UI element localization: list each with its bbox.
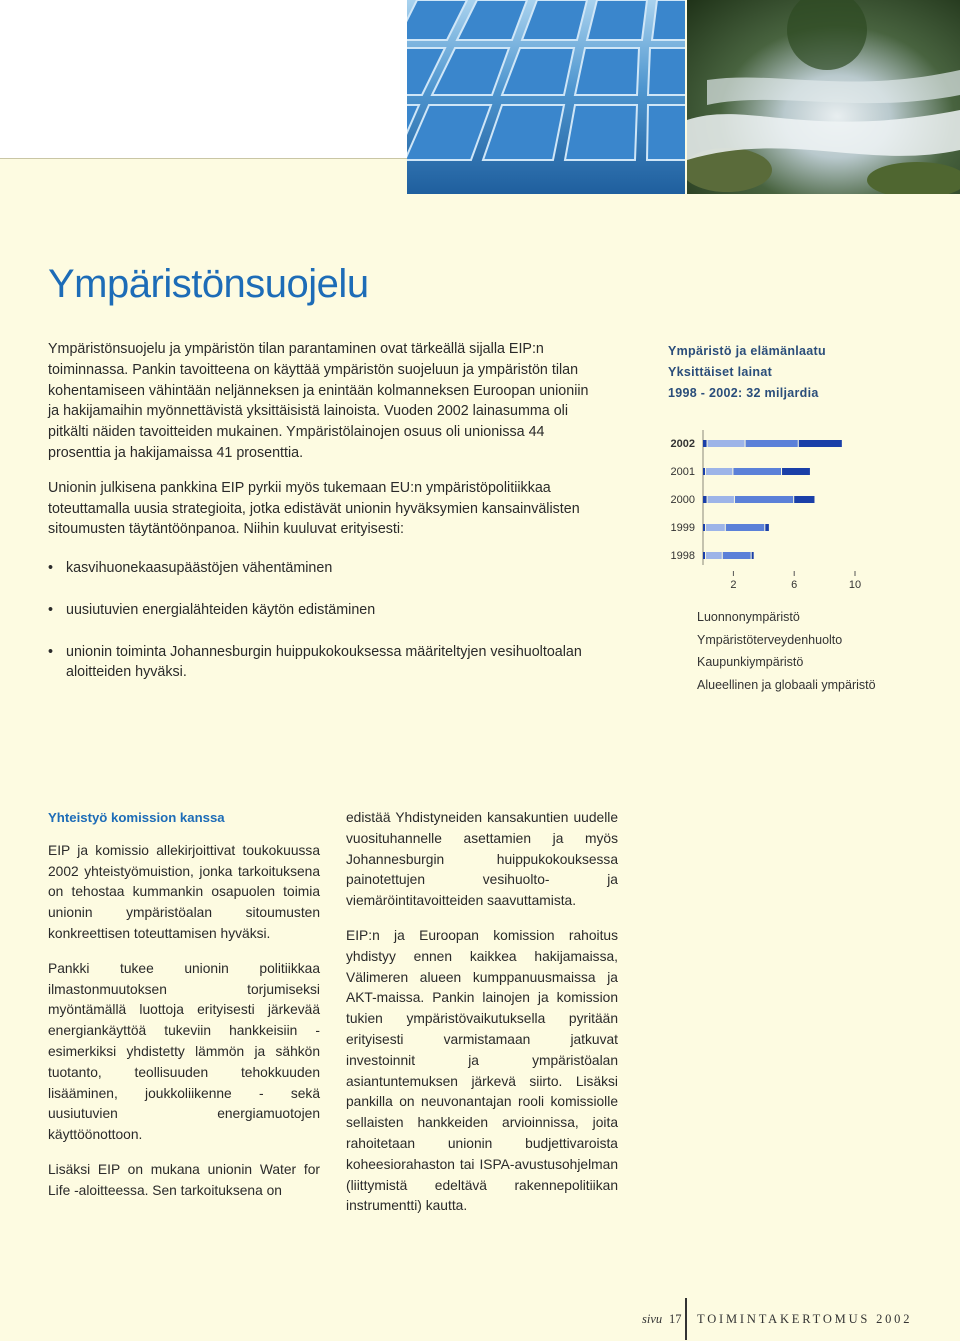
chart-bar-segment [726,524,765,531]
chart-bar-segment [703,440,707,447]
legend-item: Ympäristöterveydenhuolto [697,632,843,647]
intro-paragraph-2: Unionin julkisena pankkina EIP pyrkii myös tukemaan EU:n ympäristöpolitiikkaa toteuttamalla uusia strategioita, jotka edistävät unionin hyväksymien kansainvälisten sitoumusten täytäntöönpanoa. Niihin kuuluvat erityisesti: [48,479,580,538]
list-item: • kasvihuonekaasupäästöjen vähentäminen [48,558,608,579]
chart-legend [697,608,877,698]
chart-year-label: 1998 [670,550,695,562]
intro-text [48,339,593,554]
chart-heading-line-2: Yksittäiset lainat [668,365,773,379]
chart-bar-segment [703,552,705,559]
page-title: Ympäristönsuojelu [48,262,369,306]
chart-bar-segment [708,440,745,447]
chart-bar-segment [782,468,810,475]
chart-bar-segment [735,496,793,503]
list-item: • unionin toiminta Johannesburgin huippukokouksessa määriteltyjen vesihuoltoalan aloitteiden hyväksi. [48,642,608,684]
goals-list [48,558,608,704]
chart-year-label: 2000 [670,494,695,506]
chart-year-labels [671,438,695,562]
intro-paragraph-1: Ympäristönsuojelu ja ympäristön tilan parantaminen ovat tärkeällä sijalla EIP:n toiminnassa. Pankin tavoitteena on käyttää ympäristön suojeluun ja ympäristön tilan kohentamiseen vähintään neljänneksen ja enintään kolmanneksen Euroopan unioniin ja hakijamaihin myönnettävistä yksittäisistä lainoista. Vuoden 2002 lainasumma oli pitkälti näiden tavoitteiden mukainen. Ympäristölainojen osuus oli unionissa 44 prosenttia ja hakijamaissa 41 prosenttia. [48,341,589,461]
chart-bar-segment [706,552,722,559]
chart-bar-segment [708,496,734,503]
chart-heading [668,341,908,404]
chart-bar-segment [723,552,751,559]
right-column [346,808,618,1231]
chart-bars [703,440,842,559]
chart-year-label: 1999 [670,522,695,534]
chart-bar-segment [733,468,781,475]
chart-bar-segment [706,524,725,531]
report-title: TOIMINTAKERTOMUS 2002 [697,1312,913,1326]
section-heading: Yhteistyö komission kanssa [48,810,225,825]
chart-year-label: 2001 [670,466,695,478]
chart-bar-segment [703,524,705,531]
left-paragraph-2: Pankki tukee unionin politiikkaa ilmastonmuutoksen torjumiseksi myöntämällä luottoja erityisesti järkevää energiankäyttöä tukeviin hankkeisiin - esimerkiksi yhdistetty lämmön ja sähkön tuotanto, teollisuuden tehokkuuden lisääminen, joukkoliikenne - sekä uusiutuvien energiamuotojen käyttöönottoon. [48,960,320,1143]
forest-stream-photo [687,0,960,194]
chart-year-label: 2002 [670,438,695,450]
left-paragraph-3: Lisäksi EIP on mukana unionin Water for Life -aloitteessa. Sen tarkoituksena on [48,1161,320,1198]
left-paragraph-1: EIP ja komissio allekirjoittivat toukokuussa 2002 yhteistyömuistion, jonka tarkoituksena on tehostaa kummankin osapuolen toimia unionin ympäristöalan sitoumusten konkreettisen toteuttamisen hyväksi. [48,842,320,941]
chart-tick-label: 6 [791,579,798,591]
solar-panels-illustration [407,0,685,194]
chart-tick-label: 10 [848,579,862,591]
list-item: • uusiutuvien energialähteiden käytön edistäminen [48,600,608,621]
chart-bar-segment [794,496,814,503]
chart-bar-segment [765,524,769,531]
left-column [48,808,320,1216]
footer-divider [685,1298,687,1340]
page-word: sivu [642,1312,663,1326]
right-paragraph-2: EIP:n ja Euroopan komission rahoitus yhdistyy ennen kaikkea hakijamaissa, Välimeren alueen kumppanuusmaissa ja AKT-maissa. Pankin lainojen ja komission tukien ympäristövaikutuksella pyritään erityisesti varmistamaan jatkuvat investoinnit ja ympäristöalan asiantuntemuksen järkevä siirto. Lisäksi pankilla on neuvonantajan rooli komissiolle sellaisten hankkeiden arvioinnissa, joita rahoitetaan unionin budjettivaroista koheesiorahaston tai ISPA-avustusohjelman (liittymistä edeltävä rakennepolitiikan instrumentti) kautta. [346,927,618,1214]
chart-bar-segment [706,468,732,475]
solar-panels-photo [407,0,685,194]
legend-item: Kaupunkiympäristö [697,655,804,669]
chart-bar-segment [703,468,705,475]
chart-bar-segment [752,552,754,559]
chart-heading-line-1: Ympäristö ja elämänlaatu [668,344,826,358]
legend-item: Luonnonympäristö [697,610,800,624]
chart-x-ticks [730,571,861,591]
header-blank-area [0,0,407,159]
chart-tick-label: 2 [730,579,737,591]
chart-heading-line-3: 1998 - 2002: 32 miljardia [668,386,819,400]
chart-bar-segment [799,440,842,447]
page-number: 17 [669,1312,682,1326]
right-paragraph-1: edistää Yhdistyneiden kansakuntien uudelle vuosituhannelle asettamien ja myös Johannesburgin huippukokouksessa painotettujen vesihuolto- ja viemäröintitavoitteiden saavuttamista. [346,810,618,909]
stream-illustration [687,0,960,194]
chart-bar-segment [746,440,798,447]
chart-bar-segment [703,496,707,503]
legend-item: Alueellinen ja globaali ympäristö [697,677,876,692]
loans-bar-chart [660,420,880,600]
